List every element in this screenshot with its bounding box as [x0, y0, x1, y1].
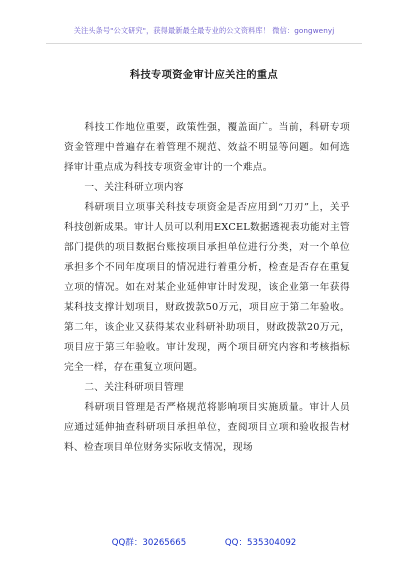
header-note: 关注头条号"公文研究"，获得最新最全最专业的公文资料库！ 微信：gongwenyj — [73, 26, 335, 35]
section-heading-2: 二、关注科研项目管理 — [84, 382, 184, 393]
section-heading-1: 一、关注科研立项内容 — [84, 182, 184, 193]
footer-qq-group: QQ群：30265665 — [111, 538, 187, 548]
document-title: 科技专项资金审计应关注的重点 — [129, 69, 279, 81]
paragraph-section-1: 科研项目立项事关科技专项资金是否应用到“刀刃”上，关乎科技创新成果。审计人员可以利用EXCEL数据透视表功能对主管部门提供的项目数据台账按项目承担单位进行分类，对一个单位承担多个不同年度项目的情况进行着重分析，检查是否存在重复立项的情况。如在对某企业延伸审计时发现，该企业第一年获得某科技支撑计划项目，财政拨款50万元，项目应于第二年验收。第二年，该企业又获得某农业科研补助项目，财政拨款20万元，项目应于第三年验收。审计发现，两个项目研究内容和考核指标完全一样，存在重复立项问题。 — [64, 202, 350, 373]
document-body — [64, 118, 350, 458]
footer-contact — [0, 536, 408, 548]
header-divider — [46, 43, 362, 44]
footer-qq: QQ：535304092 — [224, 538, 297, 548]
paragraph-section-2: 科研项目管理是否严格规范将影响项目实施质量。审计人员应通过延伸抽查科研项目承担单位，查阅项目立项和验收报告材料、检查项目单位财务实际收支情况，现场 — [64, 402, 350, 453]
paragraph-intro: 科技工作地位重要，政策性强，覆盖面广。当前，科研专项资金管理中普遍存在着管理不规范、效益不明显等问题。如何选择审计重点成为科技专项资金审计的一个难点。 — [64, 122, 350, 173]
